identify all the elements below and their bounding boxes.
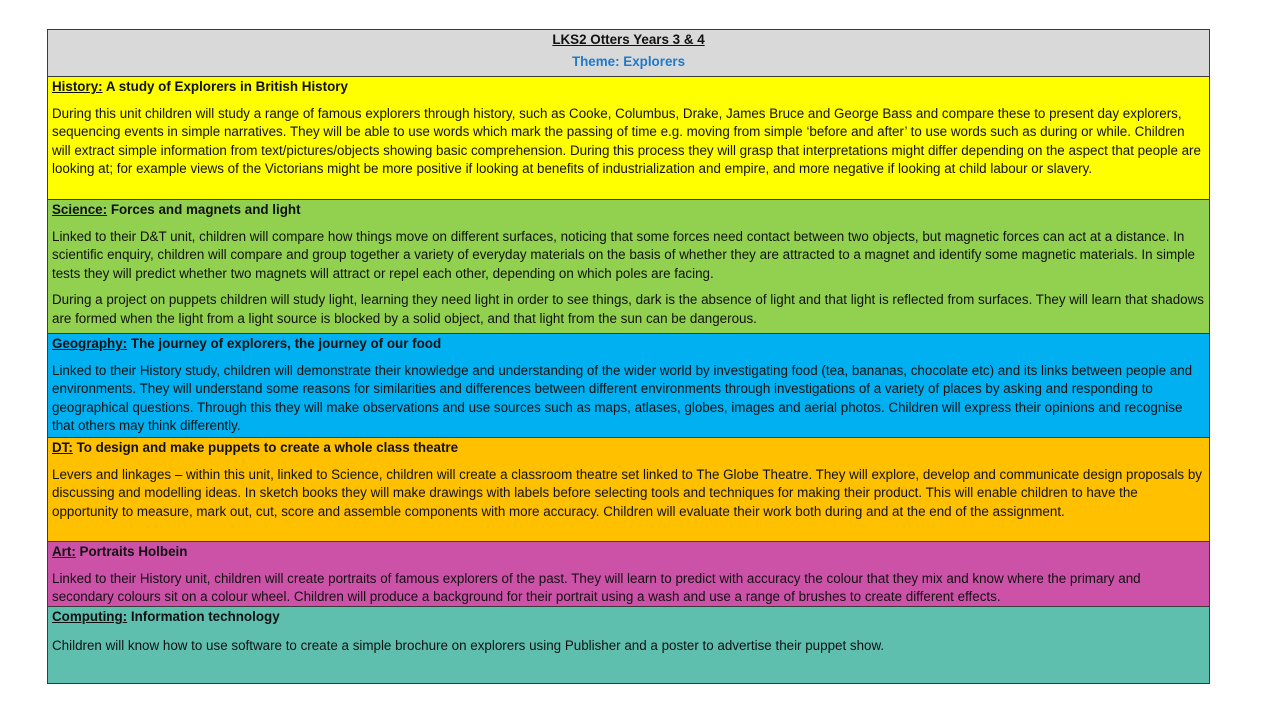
subject-heading [52,78,1205,96]
subject-heading [52,543,1205,561]
subject-description: Linked to their History study, children will demonstrate their knowledge and understanding of the wider world by investigating food (tea, bananas, chocolate etc) and its links between people and environments. They will understand some reasons for similarities and differences between different environments through investigations of a variety of places by asking and responding to geographical questions. Through this they will make observations and use sources such as maps, atlases, globes, images and aerial photos. Children will express their opinions and recognise that others may think differently. [52,363,1193,434]
curriculum-overview-table [47,29,1210,684]
subject-description: Linked to their D&T unit, children will compare how things move on different surfaces, noticing that some forces need contact between two objects, but magnetic forces can act at a distance. In scientific enquiry, children will compare and group together a variety of everyday materials on the basis of whether they are attracted to a magnet and identify some magnetic materials. In simple tests they will predict whether two magnets will attract or repel each other, depending on which poles are facing. [52,229,1195,281]
subject-heading [52,201,1205,219]
subject-description: During this unit children will study a range of famous explorers through history, such as Cooke, Columbus, Drake, James Bruce and George Bass and compare these to present day explorers, sequencing events in simple narratives. They will be able to use words which mark the passing of time e.g. moving from simple ‘before and after’ to use words such as during or while. Children will extract simple information from text/pictures/objects showing basic comprehension. During this process they will grasp that interpretations might differ depending on the aspect that people are looking at; for example views of the Victorians might be more positive if looking at benefits of industrialization and empire, and more negative if looking at child labour or slavery. [52,106,1201,177]
subject-topic: A study of Explorers in British History [105,79,348,94]
subject-row-art [48,542,1209,607]
subject-heading [52,439,1205,457]
subject-topic: Forces and magnets and light [110,202,301,217]
subject-topic: Information technology [130,609,280,624]
subject-label: Science: [52,202,108,217]
subject-topic: The journey of explorers, the journey of our food [130,336,442,351]
subject-label: DT: [52,440,73,455]
subject-label: Art: [52,544,76,559]
subject-row-history [48,77,1209,200]
subject-label: Computing: [52,609,128,624]
theme-label: Theme: Explorers [571,54,686,69]
subject-row-computing [48,607,1209,683]
subject-row-science [48,200,1209,334]
subject-description: During a project on puppets children will study light, learning they need light in order to see things, dark is the absence of light and that light is reflected from surfaces. They will learn that shadows are formed when the light from a light source is blocked by a solid object, and that light from the sun can be dangerous. [52,292,1204,326]
subject-topic: To design and make puppets to create a whole class theatre [76,440,459,455]
subject-topic: Portraits Holbein [79,544,188,559]
header-row [48,30,1209,77]
subject-label: Geography: [52,336,128,351]
subject-description: Children will know how to use software to create a simple brochure on explorers using Publisher and a poster to advertise their puppet show. [52,638,885,653]
subject-heading [52,608,1205,626]
subject-description: Levers and linkages – within this unit, linked to Science, children will create a classroom theatre set linked to The Globe Theatre. They will explore, develop and communicate design proposals by discussing and modelling ideas. In sketch books they will make drawings with labels before selecting tools and techniques for making their product. This will enable children to have the opportunity to measure, mark out, cut, score and assemble components with more accuracy. Children will evaluate their work both during and at the end of the assignment. [52,467,1202,519]
page-title: LKS2 Otters Years 3 & 4 [552,32,705,47]
subject-row-geography [48,334,1209,438]
subject-heading [52,335,1205,353]
subject-row-dt [48,438,1209,542]
subject-description: Linked to their History unit, children will create portraits of famous explorers of the past. They will learn to predict with accuracy the colour that they mix and know where the primary and secondary colours sit on a colour wheel. Children will produce a background for their portrait using a wash and use a range of brushes to create different effects. [52,571,1141,605]
subject-label: History: [52,79,103,94]
